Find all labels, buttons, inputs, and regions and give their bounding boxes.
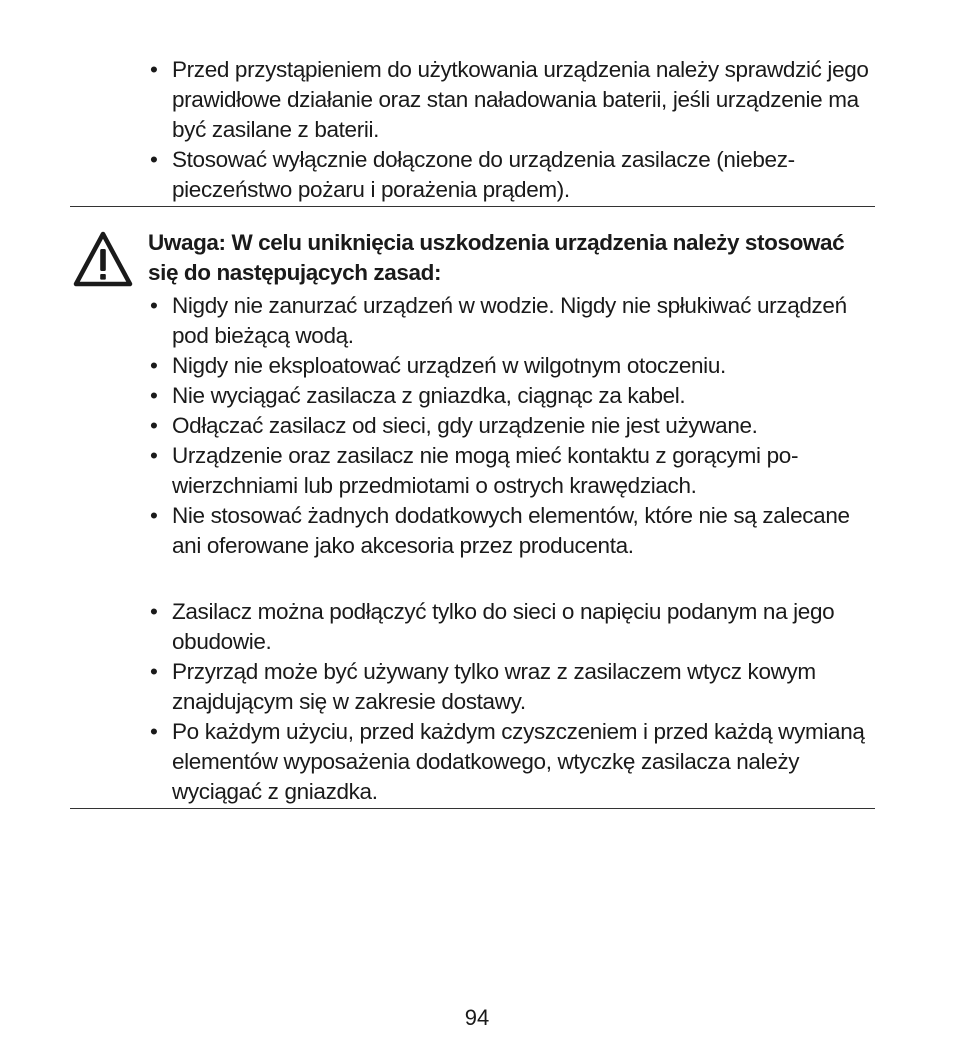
power-supply-bullet-list: [148, 597, 878, 807]
section-divider-top: [70, 206, 875, 207]
section-divider-bottom: [70, 808, 875, 809]
warning-triangle-icon: [72, 230, 134, 288]
intro-bullet-list: [148, 55, 878, 205]
list-item: • Stosować wyłącznie dołączone do urządzenia zasilacze (niebezpieczeństwo pożaru i porażenia prądem).: [148, 145, 878, 205]
list-item: • Nie stosować żadnych dodatkowych elementów, które nie są zalecane ani oferowane jako akcesoria przez producenta.: [148, 501, 878, 561]
list-item: • Nigdy nie eksploatować urządzeń w wilgotnym otoczeniu.: [148, 351, 878, 381]
list-item: • Odłączać zasilacz od sieci, gdy urządzenie nie jest używane.: [148, 411, 878, 441]
list-item: • Nigdy nie zanurzać urządzeń w wodzie. Nigdy nie spłukiwać urządzeń pod bieżącą wodą.: [148, 291, 878, 351]
list-item: • Przed przystąpieniem do użytkowania urządzenia należy sprawdzić jego prawidłowe działanie oraz stan naładowania baterii, jeśli urządzenie ma być zasilane z baterii.: [148, 55, 878, 145]
list-item: • Po każdym użyciu, przed każdym czyszczeniem i przed każdą wymianą elementów wyposażenia dodatkowego, wtyczkę zasilacza należy wyciągać z gniazdka.: [148, 717, 878, 807]
page-number: 94: [464, 1005, 490, 1030]
list-item: • Nie wyciągać zasilacza z gniazdka, ciągnąc za kabel.: [148, 381, 878, 411]
list-item: • Urządzenie oraz zasilacz nie mogą mieć kontaktu z gorącymi powierzchniami lub przedmiotami o ostrych krawędziach.: [148, 441, 878, 501]
warning-heading: Uwaga: W celu uniknięcia uszkodzenia urządzenia należy stosować się do następujących zasad:: [148, 230, 845, 285]
warning-bullet-list: [148, 291, 878, 561]
list-item: • Zasilacz można podłączyć tylko do sieci o napięciu podanym na jego obudowie.: [148, 597, 878, 657]
list-item: • Przyrząd może być używany tylko wraz z zasilaczem wtycz kowym znajdującym się w zakresie dostawy.: [148, 657, 878, 717]
